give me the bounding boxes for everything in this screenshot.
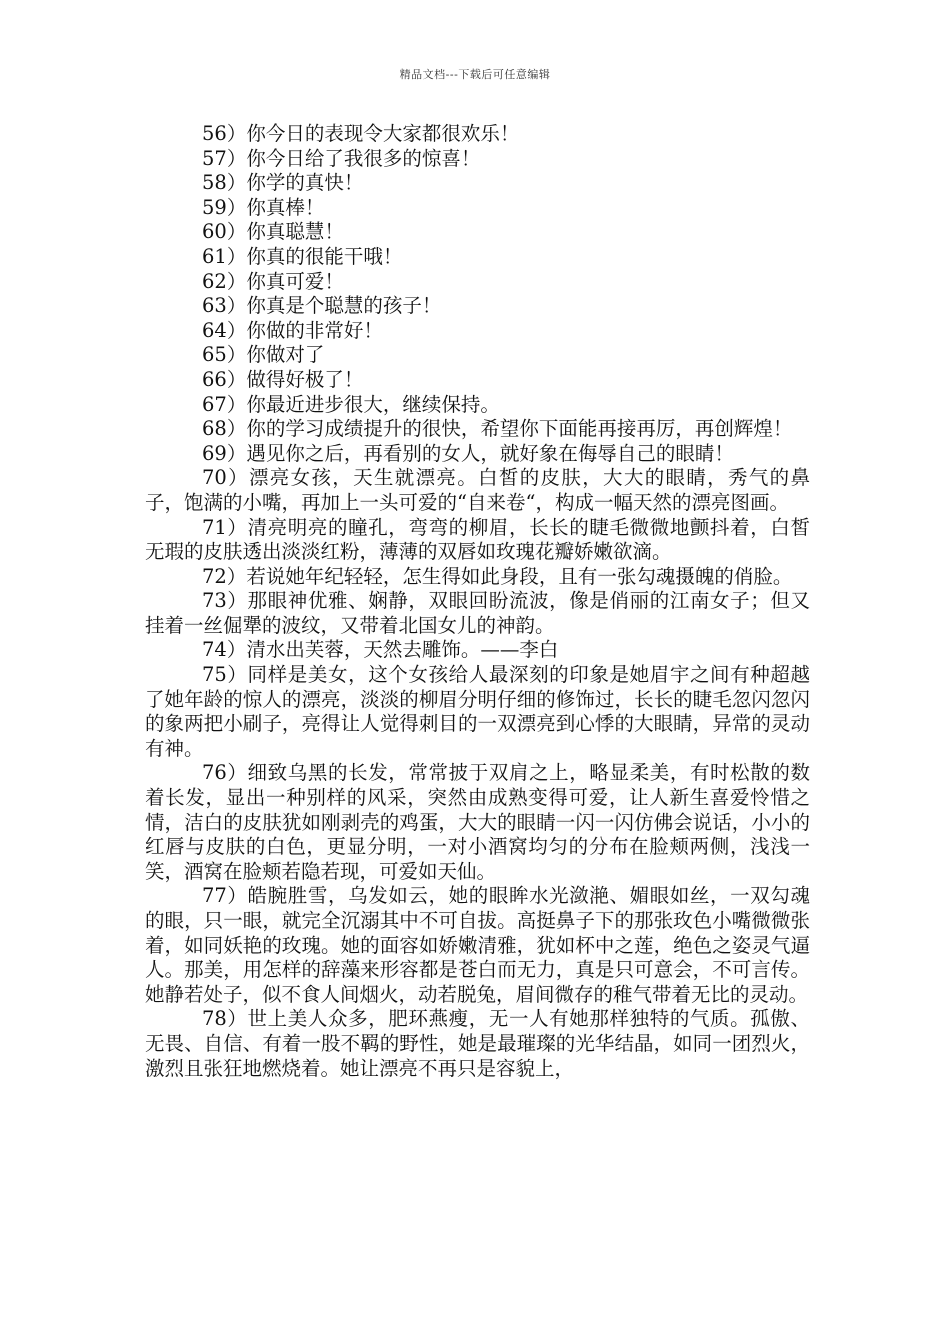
paragraph: 76）细致乌黑的长发，常常披于双肩之上，略显柔美，有时松散的数着长发，显出一种别样的风采，突然由成熟变得可爱，让人新生喜爱怜惜之情，洁白的皮肤犹如刚剥壳的鸡蛋，大大的眼睛一闪一闪仿佛会说话，小小的红唇与皮肤的白色，更显分明，一对小酒窝均匀的分布在脸颊两侧，浅浅一笑，酒窝在脸颊若隐若现，可爱如天仙。 bbox=[145, 761, 810, 883]
paragraph: 58）你学的真快！ bbox=[202, 171, 364, 195]
paragraph: 61）你真的很能干哦！ bbox=[202, 244, 403, 268]
paragraph: 56）你今日的表现令大家都很欢乐！ bbox=[202, 122, 520, 145]
paragraph: 62）你真可爱！ bbox=[202, 269, 344, 293]
paragraph: 66）做得好极了！ bbox=[202, 367, 364, 391]
paragraph: 59）你真棒！ bbox=[202, 195, 325, 219]
paragraph: 74）清水出芙蓉，天然去雕饰。——李白 bbox=[202, 638, 559, 662]
paragraph: 70）漂亮女孩，天生就漂亮。白皙的皮肤，大大的眼睛，秀气的鼻子，饱满的小嘴，再加上一头可爱的“自来卷“，构成一幅天然的漂亮图画。 bbox=[145, 466, 810, 514]
document-body bbox=[145, 122, 810, 1081]
paragraph: 68）你的学习成绩提升的很快，希望你下面能再接再厉，再创辉煌！ bbox=[202, 417, 793, 441]
paragraph: 57）你今日给了我很多的惊喜！ bbox=[202, 146, 481, 170]
paragraph: 72）若说她年纪轻轻，怎生得如此身段，且有一张勾魂摄魄的俏脸。 bbox=[202, 564, 793, 588]
paragraph: 63）你真是个聪慧的孩子！ bbox=[202, 294, 442, 318]
page-header: 精品文档---下载后可任意编辑 bbox=[399, 68, 551, 81]
paragraph: 77）皓腕胜雪，乌发如云，她的眼眸水光潋滟、媚眼如丝，一双勾魂的眼，只一眼，就完全沉溺其中不可自拔。高挺鼻子下的那张玫色小嘴微微张着，如同妖艳的玫瑰。她的面容如娇嫩清雅，犹如杯中之莲，绝色之姿灵气逼人。那美，用怎样的辞藻来形容都是苍白而无力，真是只可意会，不可言传。她静若处子，似不食人间烟火，动若脱兔，眉间微存的稚气带着无比的灵动。 bbox=[145, 884, 810, 1006]
paragraph: 64）你做的非常好！ bbox=[202, 318, 383, 342]
paragraph: 73）那眼神优雅、娴静，双眼回盼流波，像是俏丽的江南女子；但又挂着一丝倔犟的波纹，又带着北国女儿的神韵。 bbox=[145, 589, 810, 637]
paragraph: 67）你最近进步很大，继续保持。 bbox=[202, 392, 500, 416]
paragraph: 60）你真聪慧！ bbox=[202, 220, 344, 244]
paragraph: 78）世上美人众多，肥环燕瘦，无一人有她那样独特的气质。孤傲、无畏、自信、有着一股不羁的野性，她是最璀璨的光华结晶，如同一团烈火，激烈且张狂地燃烧着。她让漂亮不再只是容貌上， bbox=[145, 1007, 810, 1080]
paragraph: 75）同样是美女，这个女孩给人最深刻的印象是她眉宇之间有种超越了她年龄的惊人的漂亮，淡淡的柳眉分明仔细的修饰过，长长的睫毛忽闪忽闪的象两把小刷子，亮得让人觉得刺目的一双漂亮到心悸的大眼睛，异常的灵动有神。 bbox=[145, 663, 810, 760]
paragraph: 65）你做对了 bbox=[202, 343, 325, 367]
paragraph: 71）清亮明亮的瞳孔，弯弯的柳眉，长长的睫毛微微地颤抖着，白皙无瑕的皮肤透出淡淡红粉，薄薄的双唇如玫瑰花瓣娇嫩欲滴。 bbox=[145, 515, 810, 564]
paragraph: 69）遇见你之后，再看别的女人，就好象在侮辱自己的眼睛！ bbox=[202, 441, 734, 465]
